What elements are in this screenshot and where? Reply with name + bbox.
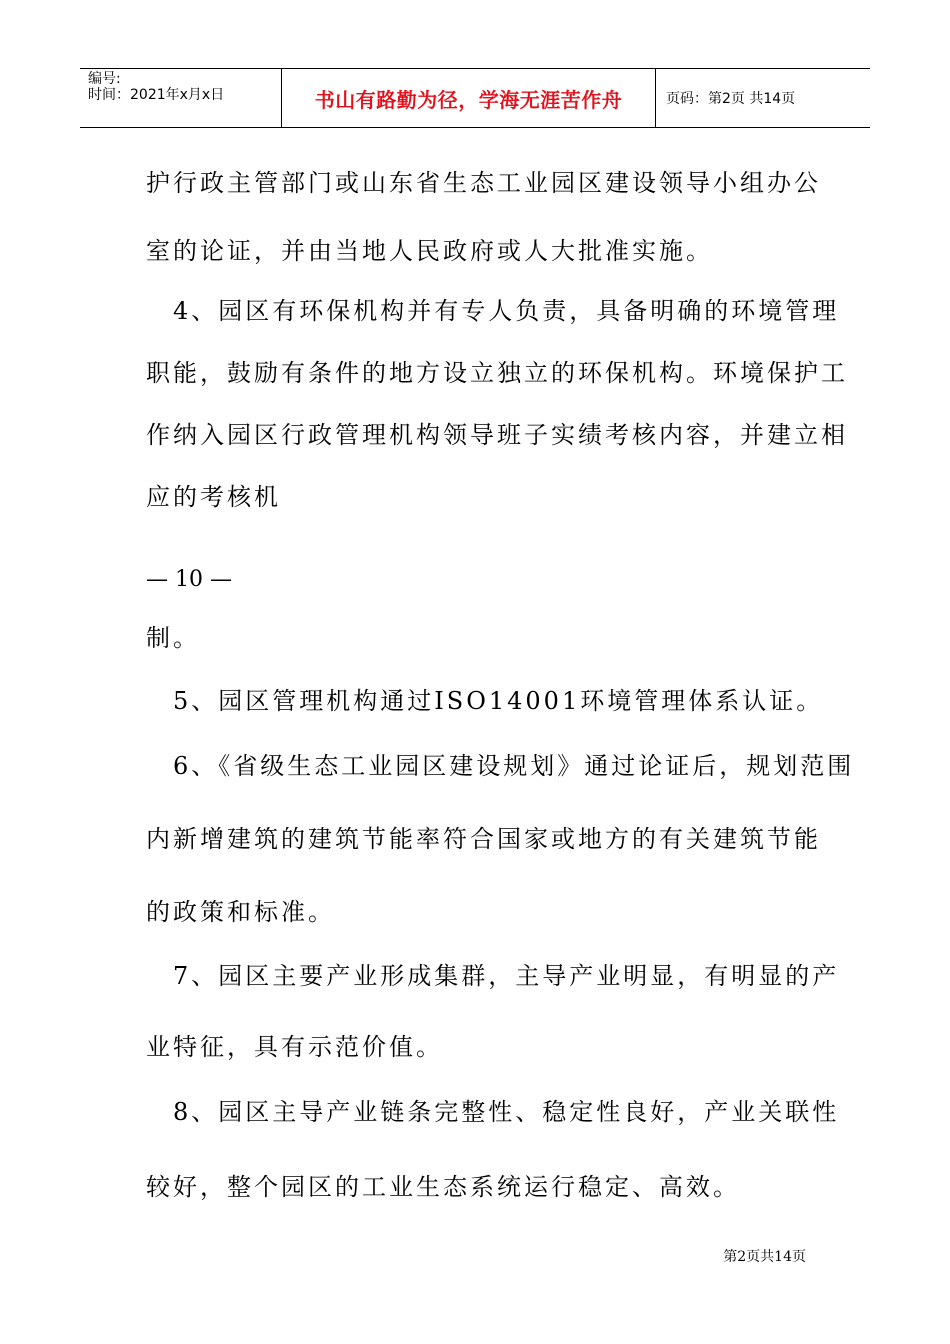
text-line: 制。 [146, 624, 200, 652]
text-line: 作纳入园区行政管理机构领导班子实绩考核内容，并建立相 [146, 421, 848, 449]
header-page-cell [656, 69, 870, 127]
text-line: 内新增建筑的建筑节能率符合国家或地方的有关建筑节能 [146, 825, 821, 853]
text-line: 室的论证，并由当地人民政府或人大批准实施。 [146, 237, 713, 265]
page-footer: 第2页共14页 [723, 1249, 806, 1265]
number-label: 编号: [88, 71, 121, 87]
header-page-label: 页码：第2页 共14页 [666, 91, 796, 107]
page-marker: — 10 — [146, 567, 232, 592]
text-line: 7、园区主要产业形成集群，主导产业明显，有明显的产 [146, 962, 840, 990]
page-header [80, 68, 870, 128]
text-line: 业特征，具有示范价值。 [146, 1033, 443, 1061]
header-motto-cell [282, 69, 656, 127]
motto: 书山有路勤为径，学海无涯苦作舟 [314, 87, 623, 112]
date-label: 时间：2021年x月x日 [88, 87, 225, 103]
text-line: 职能，鼓励有条件的地方设立独立的环保机构。环境保护工 [146, 359, 848, 387]
text-line: 应的考核机 [146, 483, 281, 511]
text-line: 的政策和标准。 [146, 898, 335, 926]
text-line: 4、园区有环保机构并有专人负责，具备明确的环境管理 [146, 297, 840, 325]
text-line: 8、园区主导产业链条完整性、稳定性良好，产业关联性 [146, 1098, 840, 1126]
text-line: 5、园区管理机构通过ISO14001环境管理体系认证。 [146, 687, 824, 715]
header-meta [80, 69, 282, 127]
text-line: 6、《省级生态工业园区建设规划》通过论证后，规划范围 [146, 752, 855, 780]
text-line: 护行政主管部门或山东省生态工业园区建设领导小组办公 [146, 169, 821, 197]
text-line: 较好，整个园区的工业生态系统运行稳定、高效。 [146, 1173, 740, 1201]
